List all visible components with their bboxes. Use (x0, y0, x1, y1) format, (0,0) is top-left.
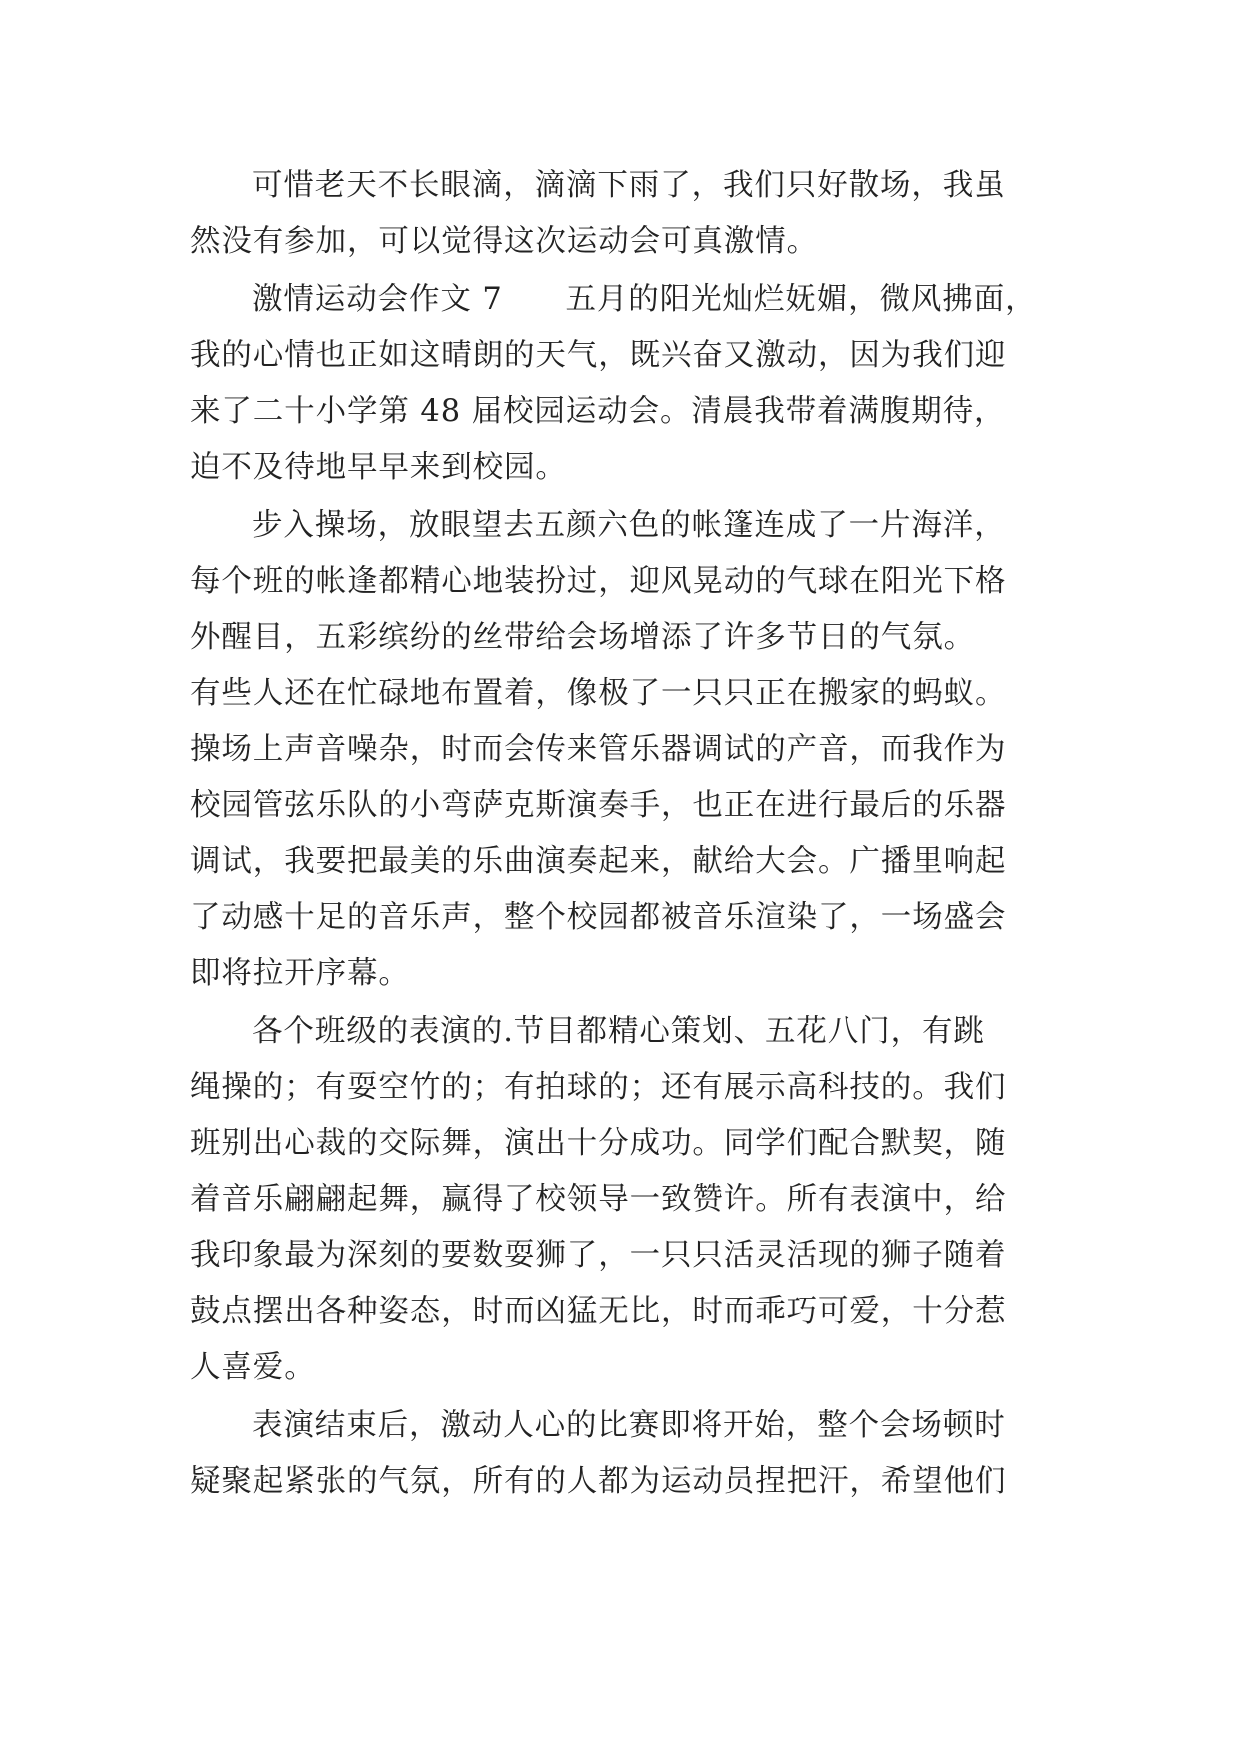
text-line: 有些人还在忙碌地布置着，像极了一只只正在搬家的蚂蚁。 (190, 676, 1007, 711)
text-line: 外醒目，五彩缤纷的丝带给会场增添了许多节日的气氛。 (190, 620, 975, 655)
text-line: 表演结束后，激动人心的比赛即将开始，整个会场顿时 (252, 1408, 1006, 1443)
text-line: 即将拉开序幕。 (190, 956, 410, 991)
text-line: 人喜爱。 (190, 1350, 316, 1385)
text-line: 我印象最为深刻的要数耍狮了，一只只活灵活现的狮子随着 (190, 1238, 1007, 1273)
text-line: 班别出心裁的交际舞，演出十分成功。同学们配合默契，随 (190, 1126, 1007, 1161)
text-line: 然没有参加，可以觉得这次运动会可真激情。 (190, 224, 818, 259)
text-line: 绳操的；有耍空竹的；有拍球的；还有展示高科技的。我们 (190, 1070, 1007, 1105)
text-line: 每个班的帐逢都精心地装扮过，迎风晃动的气球在阳光下格 (190, 564, 1007, 599)
text-line: 调试，我要把最美的乐曲演奏起来，献给大会。广播里响起 (190, 844, 1007, 879)
text-line: 激情运动会作文 7 五月的阳光灿烂妩媚，微风拂面， (252, 282, 1037, 317)
text-line: 来了二十小学第 48 届校园运动会。清晨我带着满腹期待， (190, 394, 1006, 429)
text-line: 可惜老天不长眼滴，滴滴下雨了，我们只好散场，我虽 (252, 168, 1006, 203)
text-line: 着音乐翩翩起舞，赢得了校领导一致赞许。所有表演中，给 (190, 1182, 1007, 1217)
text-line: 步入操场，放眼望去五颜六色的帐篷连成了一片海洋， (252, 508, 1006, 543)
text-line: 操场上声音噪杂，时而会传来管乐器调试的产音，而我作为 (190, 732, 1007, 767)
text-line: 各个班级的表演的.节目都精心策划、五花八门，有跳 (252, 1014, 985, 1049)
text-line: 鼓点摆出各种姿态，时而凶猛无比，时而乖巧可爱，十分惹 (190, 1294, 1007, 1329)
text-line: 校园管弦乐队的小弯萨克斯演奏手，也正在进行最后的乐器 (190, 788, 1007, 823)
text-line: 迫不及待地早早来到校园。 (190, 450, 567, 485)
text-line: 了动感十足的音乐声，整个校园都被音乐渲染了，一场盛会 (190, 900, 1007, 935)
text-line: 疑聚起紧张的气氛，所有的人都为运动员捏把汗，希望他们 (190, 1464, 1007, 1499)
text-line: 我的心情也正如这晴朗的天气，既兴奋又激动，因为我们迎 (190, 338, 1007, 373)
